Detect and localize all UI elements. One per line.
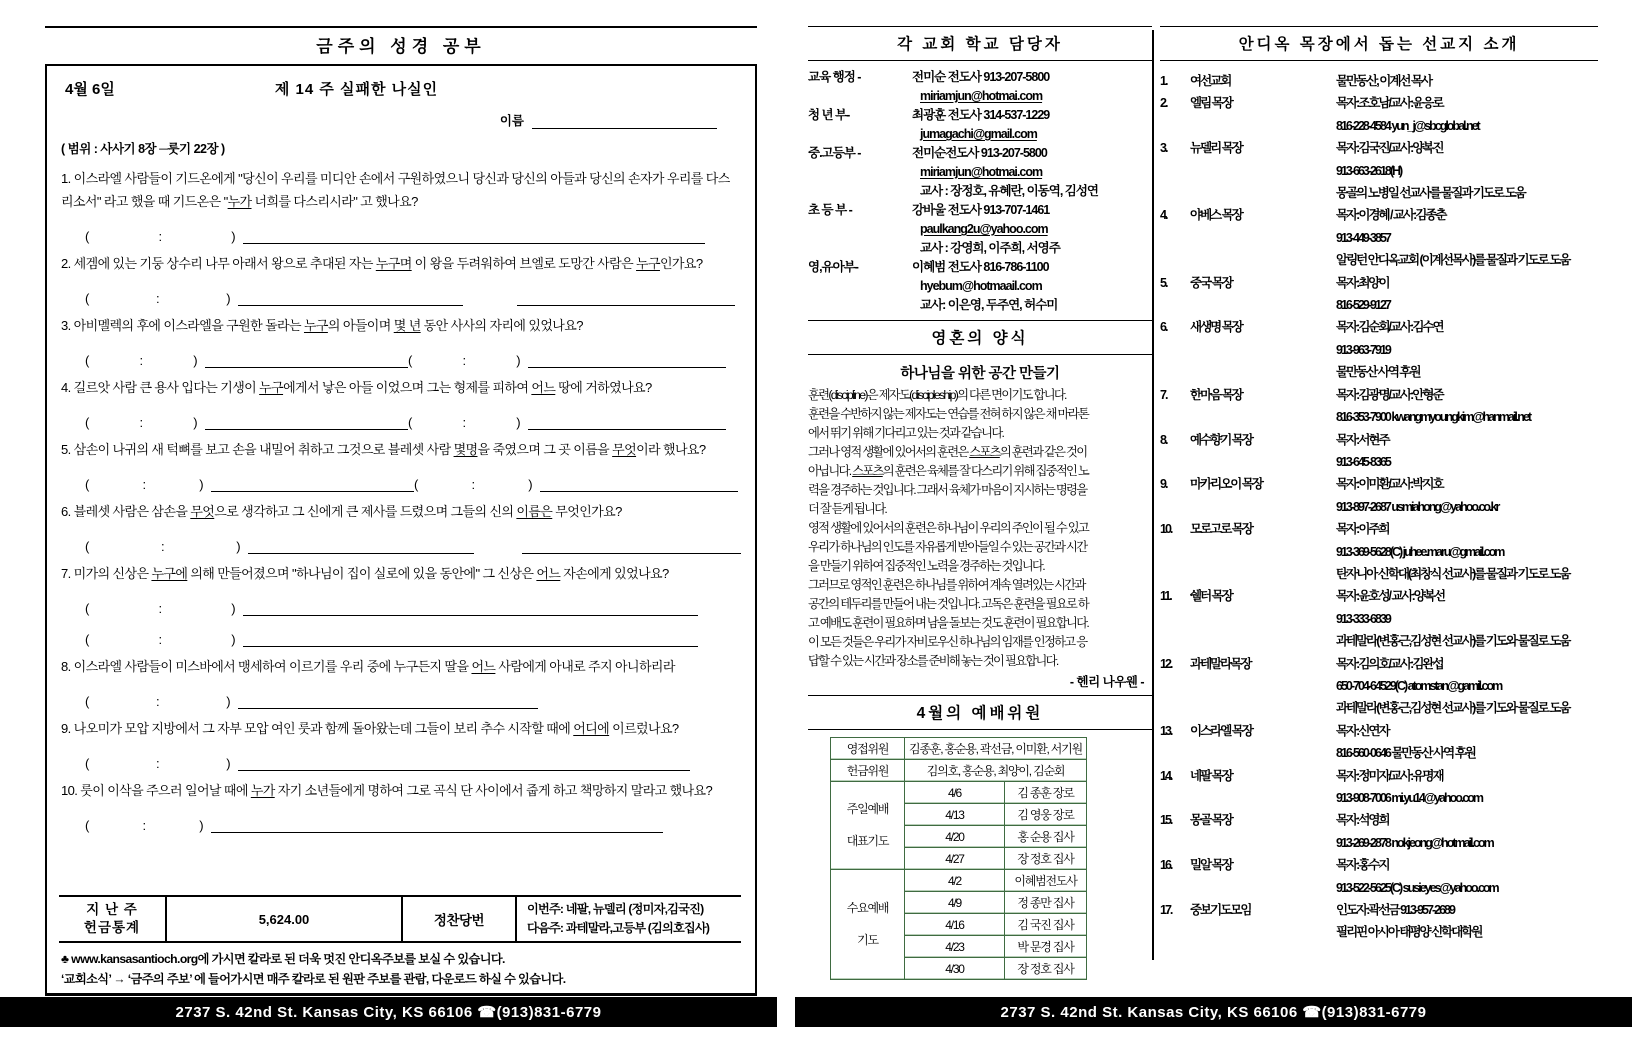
contact-person: 최광훈 전도사 314-537-1229 bbox=[912, 108, 1050, 122]
school-contact-entry bbox=[808, 144, 1152, 201]
mission-leader: 목자:최양이 bbox=[1336, 275, 1389, 290]
mission-entry bbox=[1160, 765, 1598, 810]
name-blank-line[interactable] bbox=[532, 128, 717, 129]
mission-leader: 목자:조호남/교사:윤응로 bbox=[1336, 96, 1443, 111]
worship-date-cell: 4/20 bbox=[905, 826, 1005, 848]
contact-first-row bbox=[808, 258, 1152, 277]
answer-row bbox=[85, 745, 741, 771]
worship-date-cell: 4/27 bbox=[905, 848, 1005, 870]
mission-number: 15. bbox=[1160, 813, 1172, 828]
school-contact-entry bbox=[808, 106, 1152, 144]
contact-person: 강바울 전도사 913-707-1461 bbox=[912, 203, 1050, 217]
answer-blank-line[interactable] bbox=[243, 218, 705, 244]
mission-leader: 목자:김광명/교사:안형준 bbox=[1336, 387, 1443, 402]
mission-number: 3. bbox=[1160, 141, 1167, 156]
missions-list bbox=[1160, 70, 1598, 944]
contact-email: jumagachi@gmail.com bbox=[920, 127, 1037, 141]
mission-number: 13. bbox=[1160, 723, 1172, 738]
school-contact-entry bbox=[808, 68, 1152, 106]
mission-number: 5. bbox=[1160, 275, 1167, 290]
mission-number: 12. bbox=[1160, 656, 1172, 671]
worship-person-cell: 박 문경 집사 bbox=[1005, 936, 1087, 958]
contact-person: 이혜범 전도사 816-786-1100 bbox=[912, 260, 1049, 274]
mission-first-row bbox=[1160, 204, 1598, 226]
question-text: 4. 길르앗 사람 큰 용사 입다는 기생이 누구에게서 낳은 아들 이었으며 그는 형제를 피하여 어느 땅에 거하였나요? bbox=[61, 380, 652, 395]
mission-name: 새생명 목장 bbox=[1190, 320, 1242, 335]
question-text: 3. 아비멜렉의 후에 이스라엘을 구원한 돌라는 누구의 아들이며 몇 년 동안 사사의 자리에 있었나요? bbox=[61, 318, 583, 333]
mission-entry bbox=[1160, 854, 1598, 899]
worship-person-cell: 장 정호 집사 bbox=[1005, 958, 1087, 980]
address-footer-left: 2737 S. 42nd St. Kansas City, KS 66106 ☎(913)831-6779 bbox=[0, 997, 777, 1027]
contact-email: miriamjun@hotmai.com bbox=[920, 89, 1043, 103]
question-item bbox=[59, 655, 741, 709]
question-list bbox=[59, 167, 741, 895]
mission-number: 7. bbox=[1160, 387, 1167, 402]
answer-reference-paren: ( : ) bbox=[85, 353, 197, 368]
contact-teachers: hyebum@hotmaail.com bbox=[920, 279, 1042, 293]
offering-amount: 5,624.00 bbox=[165, 897, 401, 941]
contact-first-row bbox=[808, 106, 1152, 125]
contact-dept-label: 중.고등부 - bbox=[808, 146, 861, 160]
worship-committee-table bbox=[830, 737, 1087, 980]
contact-person: 전미순전도사 913-207-5800 bbox=[912, 146, 1047, 160]
mission-first-row bbox=[1160, 70, 1598, 92]
mission-entry bbox=[1160, 473, 1598, 518]
devotion-line: 답할 수 있는 시간과 장소를 준비해 놓는 것이 필요합니다. bbox=[808, 654, 1058, 668]
mission-entry bbox=[1160, 899, 1598, 944]
question-text: 1. 이스라엘 사람들이 기드온에게 "당신이 우리를 미디안 손에서 구원하였으니 당신과 당신의 아들과 당신의 손자가 우리를 다스리소서" 라고 했을 때 기드온은 "누가 너희를 다스리시라" 고 했나요? bbox=[61, 171, 730, 209]
contact-dept-label: 교육 행정 - bbox=[808, 70, 861, 84]
school-contact-entry bbox=[808, 201, 1152, 258]
mission-detail-line: 913-897-2687 usmiahong@yahoo.co.kr bbox=[1336, 499, 1499, 514]
contact-email: paulkang2u@yahoo.com bbox=[920, 222, 1048, 236]
worship-role-label: 헌금위원 bbox=[831, 760, 905, 782]
mission-detail-line: 탄자니아 신학대(최창식 선교사)를 물질과 기도로 도움 bbox=[1336, 566, 1570, 581]
worship-date-cell: 4/23 bbox=[905, 936, 1005, 958]
mission-first-row bbox=[1160, 653, 1598, 675]
mission-leader: 목자:신연자 bbox=[1336, 723, 1389, 738]
duty-this-week: 이번주: 네팔, 뉴델리 (정미자,김국진) bbox=[527, 902, 704, 917]
question-text: 8. 이스라엘 사람들이 미스바에서 맹세하여 이르기를 우리 중에 누구든지 딸을 어느 사람에게 아내로 주지 아니하리라 bbox=[61, 659, 675, 674]
mission-detail-line: 913-645-8365 bbox=[1336, 454, 1390, 469]
answer-row bbox=[85, 466, 741, 492]
mission-first-row bbox=[1160, 585, 1598, 607]
mission-detail-line: 816-228-4584 yun_j@sbcglobal.net bbox=[1336, 118, 1479, 133]
mission-number: 1. bbox=[1160, 74, 1167, 88]
mission-entry bbox=[1160, 720, 1598, 765]
mission-number: 9. bbox=[1160, 477, 1167, 492]
mission-first-row bbox=[1160, 720, 1598, 742]
worship-person-cell: 김 영웅 장로 bbox=[1005, 804, 1087, 826]
contact-teachers: 교사: 이은영, 두주연, 허수미 bbox=[920, 298, 1058, 312]
question-text: 9. 나오미가 모압 지방에서 그 자부 모압 여인 룻과 함께 돌아왔는데 그들이 보리 추수 시작할 때에 어디에 이르렀나요? bbox=[61, 721, 679, 736]
worksheet-title: 금주의 성경 공부 bbox=[316, 37, 486, 56]
duty-roster bbox=[515, 897, 741, 941]
mission-first-row bbox=[1160, 137, 1598, 159]
question-item bbox=[59, 438, 741, 492]
worship-group-label: 주일예배 대표기도 bbox=[831, 782, 905, 870]
question-text: 2. 세겜에 있는 기둥 상수리 나무 아래서 왕으로 추대된 자는 누구며 이 왕을 두려워하여 브엘로 도망간 사람은 누구인가요? bbox=[61, 256, 703, 271]
answer-row bbox=[85, 342, 741, 368]
mission-first-row bbox=[1160, 272, 1598, 294]
devotion-line: 더 잘 듣게 됩니다. bbox=[808, 502, 887, 516]
mission-leader: 목자:이주희 bbox=[1336, 522, 1389, 537]
mission-first-row bbox=[1160, 384, 1598, 406]
mission-name: 야베스 목장 bbox=[1190, 208, 1242, 223]
mission-number: 14. bbox=[1160, 768, 1172, 783]
question-item bbox=[59, 252, 741, 306]
answer-blank-line[interactable] bbox=[243, 590, 698, 616]
question-text: 10. 룻이 이삭을 주으러 일어날 때에 누가 자기 소년들에게 명하여 그로 곡식 단 사이에서 줍게 하고 책망하지 말라고 했나요? bbox=[61, 783, 713, 798]
question-text: 6. 블레셋 사람은 삼손을 무엇으로 생각하고 그 신에게 큰 제사를 드렸으며 그들의 신의 이름은 무엇인가요? bbox=[61, 504, 622, 519]
mission-detail-line: 913-269-2878 nokjeong@hotmail.com bbox=[1336, 835, 1493, 850]
offering-label: 지 난 주 헌금통계 bbox=[83, 901, 141, 935]
devotion-title: 하나님을 위한 공간 만들기 bbox=[900, 366, 1060, 382]
column-divider bbox=[1152, 30, 1154, 960]
worksheet-header bbox=[59, 74, 741, 99]
mission-entry bbox=[1160, 272, 1598, 317]
mission-number: 2. bbox=[1160, 96, 1167, 111]
contact-dept-label: 청 년 부- bbox=[808, 108, 850, 122]
devotion-line: 영적 생활에 있어서의 훈련은 하나님이 우리의 주인이 될 수 있고 bbox=[808, 521, 1089, 535]
answer-blank-line[interactable] bbox=[205, 342, 408, 368]
website-note-line2: ‘교회소식’ → ‘금주의 주보’ 에 들어가시면 매주 칼라로 된 원판 주보를 관람, 다운로드 하실 수 있습니다. bbox=[61, 972, 566, 987]
mission-detail-line: 913-333-6839 bbox=[1336, 611, 1390, 626]
answer-blank-line[interactable] bbox=[238, 745, 690, 771]
contact-first-row bbox=[808, 201, 1152, 220]
mission-leader: 인도자:곽선금 913-957-2689 bbox=[1336, 903, 1454, 918]
devotion-line: 고 예배도 훈련이 필요하며 남을 돌보는 것도 훈련이 필요합니다. bbox=[808, 616, 1089, 630]
devotion-line: 아닙니다. 스포츠의 훈련은 육체를 잘 다스리기 위해 집중적인 노 bbox=[808, 464, 1089, 478]
answer-reference-paren: ( : ) bbox=[85, 539, 240, 554]
mission-entry bbox=[1160, 92, 1598, 137]
mission-first-row bbox=[1160, 765, 1598, 787]
mission-entry bbox=[1160, 316, 1598, 383]
missions-title: 안디옥 목장에서 돕는 선교지 소개 bbox=[1160, 26, 1598, 61]
answer-reference-paren: ( : ) bbox=[85, 477, 203, 492]
worship-committee-title: 4월의 예배위원 bbox=[808, 695, 1152, 730]
mission-detail-line: 650-704-64529(C) atomstan@gamil.com bbox=[1336, 678, 1502, 693]
mission-name: 몽골 목장 bbox=[1190, 813, 1232, 828]
mission-first-row bbox=[1160, 899, 1598, 921]
mission-entry bbox=[1160, 204, 1598, 271]
answer-row bbox=[85, 218, 741, 244]
answer-reference-paren: ( : ) bbox=[408, 415, 520, 430]
name-row bbox=[59, 99, 741, 129]
mission-number: 16. bbox=[1160, 858, 1172, 873]
mission-name: 과테말라목장 bbox=[1190, 656, 1251, 671]
question-item bbox=[59, 717, 741, 771]
mission-name: 엘림 목장 bbox=[1190, 96, 1232, 111]
answer-blank-line[interactable] bbox=[528, 342, 726, 368]
answer-blank-line[interactable] bbox=[540, 466, 738, 492]
contact-first-row bbox=[808, 144, 1152, 163]
worship-role-members: 김종훈, 홍순용, 곽선금, 이미환, 서기원 bbox=[905, 738, 1087, 760]
worship-date-cell: 4/2 bbox=[905, 870, 1005, 892]
mission-name: 여선교회 bbox=[1190, 74, 1231, 88]
answer-reference-paren: ( : ) bbox=[85, 229, 235, 244]
mission-leader: 목자:서현주 bbox=[1336, 432, 1389, 447]
school-staff-title: 각 교회 학교 담당자 bbox=[808, 26, 1152, 61]
bible-study-page bbox=[45, 26, 757, 996]
mission-name: 모로고로 목장 bbox=[1190, 522, 1252, 537]
mission-detail-line: 913-963-7919 bbox=[1336, 342, 1390, 357]
answer-blank-line[interactable] bbox=[205, 404, 408, 430]
worship-person-cell: 김 국진 집사 bbox=[1005, 914, 1087, 936]
devotion-line: 그러나 영적 생활에 있어서의 훈련은 스포츠의 훈련과 같은 것이 bbox=[808, 445, 1087, 459]
mission-detail-line: 물만동산 사역 후원 bbox=[1336, 365, 1420, 380]
question-item bbox=[59, 167, 741, 244]
contact-email: miriamjun@hotmai.com bbox=[920, 165, 1043, 179]
devotion-line: 력을 경주하는 것입니다. 그래서 육체가 마음이 지시하는 명령을 bbox=[808, 483, 1087, 497]
mission-entry bbox=[1160, 70, 1598, 92]
answer-row bbox=[85, 280, 741, 306]
mission-entry bbox=[1160, 653, 1598, 720]
mission-number: 8. bbox=[1160, 432, 1167, 447]
contact-dept-label: 영,유아부- bbox=[808, 260, 858, 274]
answer-row bbox=[85, 807, 741, 833]
mission-detail-line: 필리핀 아시아 태평양 신학대학원 bbox=[1336, 925, 1482, 940]
worship-date-cell: 4/6 bbox=[905, 782, 1005, 804]
scripture-scope: ( 범위 : 사사기 8장 ─룻기 22장 ) bbox=[61, 142, 225, 156]
worship-role-label: 영접위원 bbox=[831, 738, 905, 760]
worship-role-members: 김의호, 홍순용, 최양이, 김순회 bbox=[905, 760, 1087, 782]
mission-detail-line: 816-529-9127 bbox=[1336, 298, 1390, 313]
mission-detail-line: 몽골의 노병일 선교사를 물질과 기도로 도움 bbox=[1336, 186, 1525, 201]
mission-leader: 목자:윤호성/ 교사:양복선 bbox=[1336, 589, 1445, 604]
mission-detail-line: 913-908-7006 mi.yu14@yahoo.com bbox=[1336, 791, 1483, 805]
mission-detail-line: 과테말라(변홍근,김성현 선교사)를 기도와 물질로 도움 bbox=[1336, 701, 1570, 716]
mission-leader: 목자:석영희 bbox=[1336, 813, 1389, 828]
devotion-line: 훈련을 수반하지 않는 제자도는 연습를 전혀 하지 않은 채 마라톤 bbox=[808, 407, 1089, 421]
school-staff-list bbox=[808, 68, 1152, 315]
mission-name: 중국 목장 bbox=[1190, 275, 1232, 290]
answer-blank-line[interactable] bbox=[528, 404, 726, 430]
name-label: 이름 bbox=[499, 114, 524, 128]
mission-detail-line: 913-663-2618(H) bbox=[1336, 163, 1402, 178]
devotion-line: 그러므로 영적인 훈련은 하나님를 위하여 계속 열려있는 시간과 bbox=[808, 578, 1085, 592]
mission-name: 마카리오이 목장 bbox=[1190, 477, 1262, 492]
mission-leader: 물만동산, 이계선 목사 bbox=[1336, 74, 1432, 88]
answer-row bbox=[85, 683, 741, 709]
mission-name: 예수향기 목장 bbox=[1190, 432, 1252, 447]
question-item bbox=[59, 562, 741, 647]
mission-first-row bbox=[1160, 316, 1598, 338]
mission-detail-line: 816-353-7900 kwangmyoungkim@hanmail.net bbox=[1336, 410, 1531, 425]
mission-entry bbox=[1160, 384, 1598, 429]
worship-date-cell: 4/9 bbox=[905, 892, 1005, 914]
mission-name: 중보기도모임 bbox=[1190, 903, 1251, 918]
mission-first-row bbox=[1160, 518, 1598, 540]
mission-number: 4. bbox=[1160, 208, 1167, 223]
answer-row bbox=[85, 404, 741, 430]
devotion-line: 을 만들기 위하여 집중적인 노력을 경주하는 것입니다. bbox=[808, 559, 1044, 573]
devotion-line: 공간의 테두리를 만들어 내는 것입니다. 고독은 훈련을 필요로 하 bbox=[808, 597, 1089, 611]
answer-blank-line[interactable] bbox=[248, 528, 474, 554]
devotion-line: 우리가 하나님의 인도를 자유롭게 받아들일 수 있는 공간과 시간 bbox=[808, 540, 1087, 554]
mission-detail-line: 913-369-5628(C) juhee.maru@gmail.com bbox=[1336, 544, 1504, 559]
devotion-attribution: - 헨리 나우웬 - bbox=[1069, 675, 1144, 689]
answer-blank-line[interactable] bbox=[522, 528, 741, 554]
answer-reference-paren: ( : ) bbox=[85, 694, 230, 709]
mission-name: 이스라엘 목장 bbox=[1190, 723, 1252, 738]
website-note-line1: ♣ www.kansasantioch.org에 가시면 칼라로 된 더욱 멋진 안디옥주보를 보실 수 있습니다. bbox=[61, 952, 505, 966]
worship-person-cell: 장 정호 집사 bbox=[1005, 848, 1087, 870]
answer-row bbox=[85, 590, 741, 616]
answer-reference-paren: ( : ) bbox=[85, 756, 230, 771]
mission-detail-line: 913-449-3857 bbox=[1336, 230, 1390, 245]
mission-first-row bbox=[1160, 473, 1598, 495]
mission-number: 10. bbox=[1160, 522, 1172, 537]
mission-entry bbox=[1160, 137, 1598, 204]
school-contact-entry bbox=[808, 258, 1152, 315]
offering-summary-row bbox=[59, 895, 741, 941]
question-item bbox=[59, 314, 741, 368]
answer-reference-paren: ( : ) bbox=[85, 818, 203, 833]
answer-reference-paren: ( : ) bbox=[85, 415, 197, 430]
answer-blank-line[interactable] bbox=[517, 280, 735, 306]
mission-entry bbox=[1160, 429, 1598, 474]
answer-reference-paren: ( : ) bbox=[85, 601, 235, 616]
mission-number: 6. bbox=[1160, 320, 1167, 335]
question-text: 5. 삼손이 나귀의 새 턱뼈를 보고 손을 내밀어 취하고 그것으로 블레셋 사람 몇명을 죽였으며 그 곳 이름을 무엇이라 했나요? bbox=[61, 442, 706, 457]
worship-person-cell: 김 종훈 장로 bbox=[1005, 782, 1087, 804]
mission-leader: 목자:정미자/교사:유명재 bbox=[1336, 768, 1443, 783]
mission-name: 밀알 목장 bbox=[1190, 858, 1232, 873]
devotion-line: 이 모든 것들은 우리가 자비로우신 하나님의 임재를 인정하고 응 bbox=[808, 635, 1087, 649]
worksheet-week-title: 제 14 주 실패한 나실인 bbox=[274, 81, 439, 98]
worship-date-cell: 4/13 bbox=[905, 804, 1005, 826]
mission-entry bbox=[1160, 809, 1598, 854]
question-text: 7. 미가의 신상은 누구에 의해 만들어졌으며 "하나님이 집이 실로에 있을 동안에" 그 신상은 어느 자손에게 있었나요? bbox=[61, 566, 669, 581]
question-item bbox=[59, 779, 741, 833]
answer-row bbox=[85, 528, 741, 554]
mission-first-row bbox=[1160, 809, 1598, 831]
answer-reference-paren: ( : ) bbox=[85, 291, 230, 306]
mission-number: 17. bbox=[1160, 903, 1172, 918]
answer-reference-paren: ( : ) bbox=[414, 477, 532, 492]
website-notes bbox=[59, 941, 741, 993]
answer-blank-line[interactable] bbox=[211, 466, 414, 492]
mission-number: 11. bbox=[1160, 589, 1171, 604]
duty-label: 정찬당번 bbox=[401, 897, 515, 941]
missions-column bbox=[1160, 26, 1598, 944]
middle-column bbox=[808, 26, 1152, 980]
mission-name: 쉘터 목장 bbox=[1190, 589, 1232, 604]
mission-first-row bbox=[1160, 429, 1598, 451]
devotion-line: 훈련(discipline)은 제자도(discipleship)의 다른 면이기도 합니다. bbox=[808, 388, 1066, 402]
contact-teachers: 교사 : 장정호, 유혜란, 이동역, 김성연 bbox=[920, 184, 1098, 198]
mission-name: 뉴델리 목장 bbox=[1190, 141, 1242, 156]
worship-group-label: 수요예배 기도 bbox=[831, 870, 905, 980]
contact-first-row bbox=[808, 68, 1152, 87]
worship-date-cell: 4/30 bbox=[905, 958, 1005, 980]
mission-name: 한마음 목장 bbox=[1190, 387, 1242, 402]
mission-name: 네팔 목장 bbox=[1190, 768, 1232, 783]
worship-person-cell: 이혜범전도사 bbox=[1005, 870, 1087, 892]
mission-leader: 목자:이미환/교사:박지호 bbox=[1336, 477, 1443, 492]
mission-leader: 목자:이경혜 / 교사:김종춘 bbox=[1336, 208, 1446, 223]
question-item bbox=[59, 376, 741, 430]
mission-detail-line: 과테말라(변홍근,김성현 선교사)를 기도와 물질로 도움 bbox=[1336, 634, 1570, 649]
answer-reference-paren: ( : ) bbox=[85, 632, 235, 647]
mission-entry bbox=[1160, 585, 1598, 652]
mission-leader: 목자:김국진/교사:양복진 bbox=[1336, 141, 1443, 156]
worship-person-cell: 정 종만 집사 bbox=[1005, 892, 1087, 914]
mission-leader: 목자:홍수지 bbox=[1336, 858, 1389, 873]
mission-first-row bbox=[1160, 854, 1598, 876]
devotion-body bbox=[808, 386, 1152, 671]
devotion-line: 에서 뛰기 위해 기다리고 있는 것과 같습니다. bbox=[808, 426, 1004, 440]
mission-detail-line: 816-560-0646 물만동산 사역 후원 bbox=[1336, 746, 1475, 761]
contact-teachers: 교사 : 강영희, 이주희, 서영주 bbox=[920, 241, 1060, 255]
answer-blank-line[interactable] bbox=[243, 621, 698, 647]
mission-leader: 목자:김의호/교사:김완섭 bbox=[1336, 656, 1443, 671]
worksheet-date: 4월 6일 bbox=[65, 81, 115, 98]
answer-reference-paren: ( : ) bbox=[408, 353, 520, 368]
mission-entry bbox=[1160, 518, 1598, 585]
question-item bbox=[59, 500, 741, 554]
mission-leader: 목자:김순회/교사:김수연 bbox=[1336, 320, 1443, 335]
mission-detail-line: 알링턴 안디옥교회 (이계선목사)를 물질과 기도로 도움 bbox=[1336, 253, 1570, 268]
worksheet-box bbox=[45, 64, 757, 996]
soul-food-title: 영혼의 양식 bbox=[808, 320, 1152, 355]
answer-blank-line[interactable] bbox=[238, 280, 463, 306]
answer-blank-line[interactable] bbox=[238, 683, 538, 709]
mission-first-row bbox=[1160, 92, 1598, 114]
duty-next-week: 다음주: 과테말라,고등부 (김의호집사) bbox=[527, 921, 710, 935]
contact-person: 전미순 전도사 913-207-5800 bbox=[912, 70, 1050, 84]
address-footer-right: 2737 S. 42nd St. Kansas City, KS 66106 ☎(913)831-6779 bbox=[795, 997, 1632, 1027]
contact-dept-label: 초 등 부 - bbox=[808, 203, 852, 217]
worship-person-cell: 홍 순용 집사 bbox=[1005, 826, 1087, 848]
mission-detail-line: 913-522-5625(C) susieyes@yahoo.com bbox=[1336, 880, 1498, 895]
answer-row bbox=[85, 621, 741, 647]
answer-blank-line[interactable] bbox=[211, 807, 663, 833]
worship-date-cell: 4/16 bbox=[905, 914, 1005, 936]
